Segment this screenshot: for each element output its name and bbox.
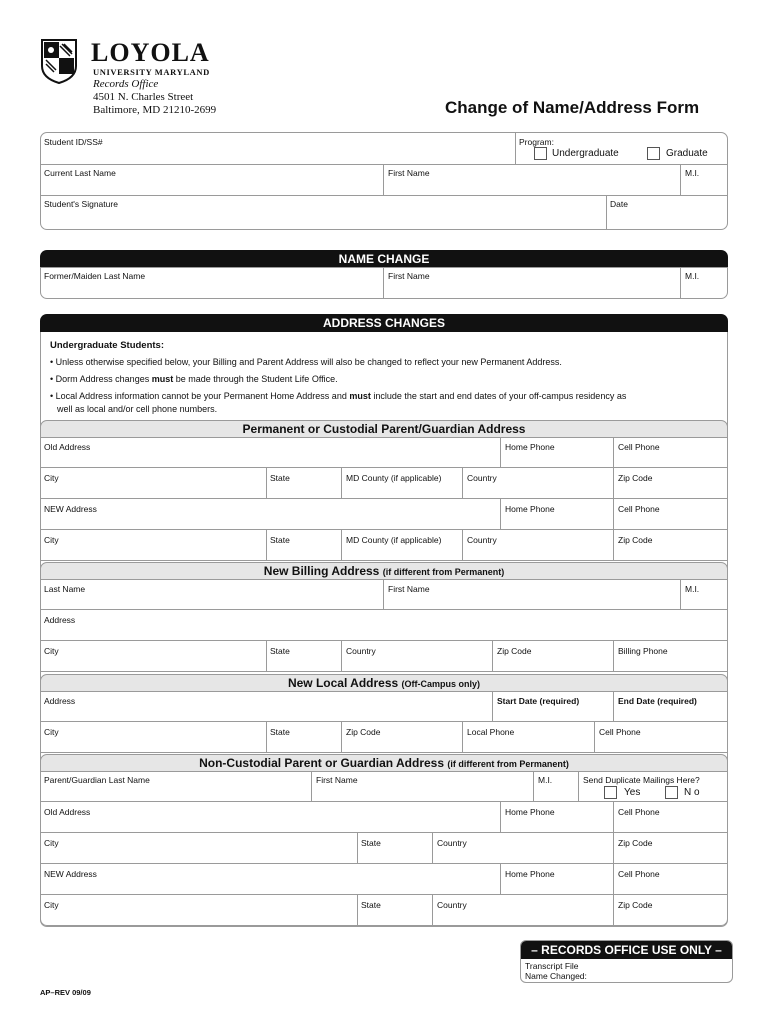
- perm-old-cell-phone-field[interactable]: Cell Phone: [618, 442, 660, 452]
- perm-new-address-field[interactable]: NEW Address: [44, 504, 97, 514]
- university-logo: [40, 38, 78, 84]
- former-last-name-field[interactable]: Former/Maiden Last Name: [44, 271, 146, 281]
- dup-mail-label: Send Duplicate Mailings Here?: [583, 775, 700, 785]
- local-city-field[interactable]: City: [44, 727, 59, 737]
- shield-icon: [40, 38, 78, 84]
- date-field[interactable]: Date: [610, 199, 628, 209]
- perm-old-address-field[interactable]: Old Address: [44, 442, 91, 452]
- former-first-name-field[interactable]: First Name: [388, 271, 430, 281]
- permanent-address-heading: Permanent or Custodial Parent/Guardian Address: [40, 420, 728, 438]
- nc-mi-field[interactable]: M.I.: [538, 775, 553, 785]
- instruction-3-cont: well as local and/or cell phone numbers.: [57, 404, 218, 414]
- university-subtitle: UNIVERSITY MARYLAND: [93, 67, 210, 77]
- student-signature-field[interactable]: Student's Signature: [44, 199, 118, 209]
- perm-old-city-field[interactable]: City: [44, 473, 59, 483]
- billing-first-name-field[interactable]: First Name: [388, 584, 430, 594]
- graduate-label: Graduate: [666, 148, 708, 159]
- name-change-heading: NAME CHANGE: [40, 250, 728, 268]
- student-info-section: [40, 132, 728, 230]
- university-name: LOYOLA: [91, 38, 210, 67]
- undergrad-heading: Undergraduate Students:: [50, 340, 165, 351]
- local-zip-field[interactable]: Zip Code: [346, 727, 381, 737]
- dup-mail-no-label: N o: [684, 787, 700, 798]
- billing-mi-field[interactable]: M.I.: [685, 584, 700, 594]
- billing-city-field[interactable]: City: [44, 646, 59, 656]
- nc-new-home-phone-field[interactable]: Home Phone: [505, 869, 555, 879]
- perm-new-city-field[interactable]: City: [44, 535, 59, 545]
- records-line-1: Transcript File: [525, 961, 579, 971]
- nc-old-zip-field[interactable]: Zip Code: [618, 838, 653, 848]
- office-street: 4501 N. Charles Street: [93, 91, 194, 103]
- perm-old-zip-field[interactable]: Zip Code: [618, 473, 653, 483]
- office-city: Baltimore, MD 21210-2699: [93, 104, 217, 116]
- nc-old-country-field[interactable]: Country: [437, 838, 467, 848]
- dup-mail-no-checkbox[interactable]: [665, 786, 678, 799]
- nc-last-name-field[interactable]: Parent/Guardian Last Name: [44, 775, 150, 785]
- address-changes-heading: ADDRESS CHANGES: [40, 314, 728, 332]
- perm-old-country-field[interactable]: Country: [467, 473, 497, 483]
- local-address-heading: New Local Address (Off-Campus only): [40, 674, 728, 692]
- billing-state-field[interactable]: State: [270, 646, 290, 656]
- current-last-name-field[interactable]: Current Last Name: [44, 168, 116, 178]
- nc-first-name-field[interactable]: First Name: [316, 775, 358, 785]
- perm-new-cell-phone-field[interactable]: Cell Phone: [618, 504, 660, 514]
- nc-new-zip-field[interactable]: Zip Code: [618, 900, 653, 910]
- billing-zip-field[interactable]: Zip Code: [497, 646, 532, 656]
- nc-new-cell-phone-field[interactable]: Cell Phone: [618, 869, 660, 879]
- perm-new-country-field[interactable]: Country: [467, 535, 497, 545]
- program-label: Program:: [519, 137, 554, 147]
- billing-address-field[interactable]: Address: [44, 615, 76, 625]
- nc-old-home-phone-field[interactable]: Home Phone: [505, 807, 555, 817]
- instruction-1: • Unless otherwise specified below, your Billing and Parent Address will also be changed to reflect your new Permanent Address.: [50, 357, 562, 367]
- billing-address-heading: New Billing Address (if different from Permanent): [40, 562, 728, 580]
- local-phone-field[interactable]: Local Phone: [467, 727, 515, 737]
- nc-old-cell-phone-field[interactable]: Cell Phone: [618, 807, 660, 817]
- nc-old-address-field[interactable]: Old Address: [44, 807, 91, 817]
- nc-new-state-field[interactable]: State: [361, 900, 381, 910]
- graduate-checkbox[interactable]: [647, 147, 660, 160]
- nc-old-state-field[interactable]: State: [361, 838, 381, 848]
- perm-new-state-field[interactable]: State: [270, 535, 290, 545]
- billing-last-name-field[interactable]: Last Name: [44, 584, 86, 594]
- perm-new-home-phone-field[interactable]: Home Phone: [505, 504, 555, 514]
- dup-mail-yes-label: Yes: [624, 787, 641, 798]
- records-office-box: [520, 940, 733, 983]
- dup-mail-yes-checkbox[interactable]: [604, 786, 617, 799]
- instruction-2: • Dorm Address changes must be made through the Student Life Office.: [50, 374, 338, 384]
- nc-new-country-field[interactable]: Country: [437, 900, 467, 910]
- local-cell-phone-field[interactable]: Cell Phone: [599, 727, 641, 737]
- perm-old-home-phone-field[interactable]: Home Phone: [505, 442, 555, 452]
- perm-new-county-field[interactable]: MD County (if applicable): [346, 535, 442, 545]
- instruction-3: • Local Address information cannot be your Permanent Home Address and must include the start and end dates of your off-campus residency as: [50, 391, 627, 401]
- current-first-name-field[interactable]: First Name: [388, 168, 430, 178]
- local-state-field[interactable]: State: [270, 727, 290, 737]
- local-end-date-field[interactable]: End Date (required): [618, 696, 697, 706]
- student-id-field[interactable]: Student ID/SS#: [44, 137, 103, 147]
- form-title: Change of Name/Address Form: [445, 98, 700, 117]
- undergraduate-label: Undergraduate: [552, 148, 619, 159]
- current-mi-field[interactable]: M.I.: [685, 168, 700, 178]
- revision-code: AP–REV 09/09: [40, 988, 91, 997]
- noncustodial-address-heading: Non-Custodial Parent or Guardian Address (if different from Permanent): [40, 754, 728, 772]
- local-address-field[interactable]: Address: [44, 696, 76, 706]
- perm-old-county-field[interactable]: MD County (if applicable): [346, 473, 442, 483]
- records-line-2: Name Changed:: [525, 971, 587, 981]
- records-office-heading: – RECORDS OFFICE USE ONLY –: [521, 941, 732, 959]
- perm-new-zip-field[interactable]: Zip Code: [618, 535, 653, 545]
- local-start-date-field[interactable]: Start Date (required): [497, 696, 580, 706]
- billing-phone-field[interactable]: Billing Phone: [618, 646, 668, 656]
- nc-old-city-field[interactable]: City: [44, 838, 59, 848]
- nc-new-city-field[interactable]: City: [44, 900, 59, 910]
- office-name: Records Office: [93, 78, 159, 90]
- nc-new-address-field[interactable]: NEW Address: [44, 869, 97, 879]
- billing-country-field[interactable]: Country: [346, 646, 376, 656]
- perm-old-state-field[interactable]: State: [270, 473, 290, 483]
- former-mi-field[interactable]: M.I.: [685, 271, 700, 281]
- undergraduate-checkbox[interactable]: [534, 147, 547, 160]
